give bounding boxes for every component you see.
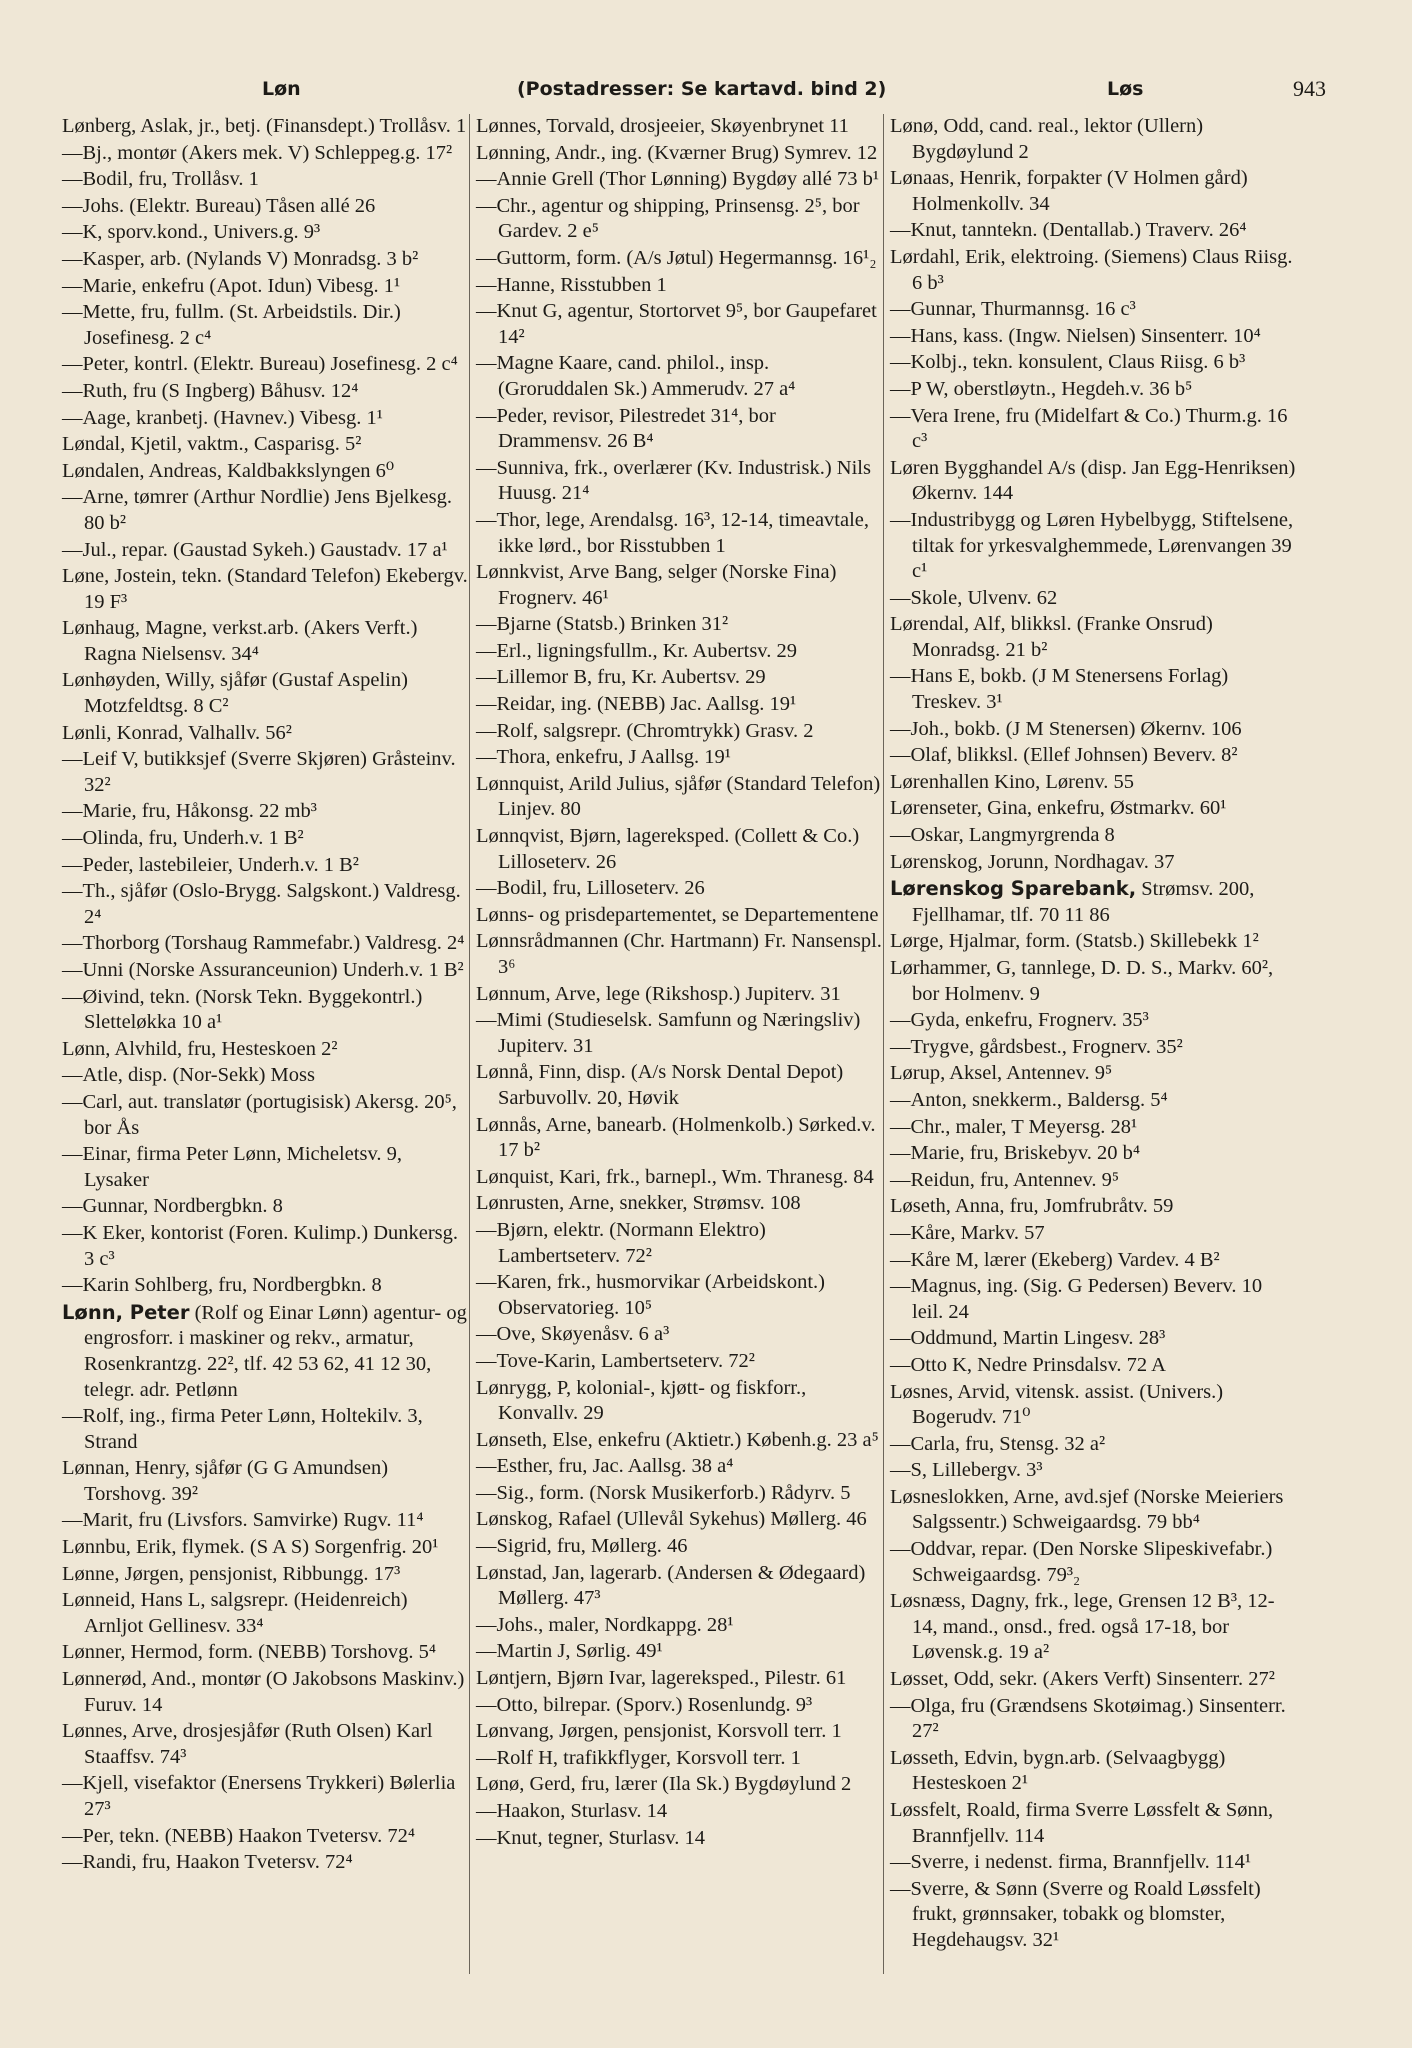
- entry-text: Lønrusten, Arne, snekker, Strømsv. 108: [476, 1192, 801, 1215]
- directory-entry: [476, 1746, 884, 1772]
- directory-entry: [890, 324, 1298, 350]
- column-1: [62, 114, 470, 1877]
- directory-entry: [476, 1349, 884, 1375]
- entry-text: —Hans E, bokb. (J M Stenersens Forlag) Treskev. 3¹: [890, 665, 1229, 714]
- entry-text: —Th., sjåfør (Oslo-Brygg. Salgskont.) Valdresg. 2⁴: [62, 880, 461, 928]
- entry-text: —Sigrid, fru, Møllerg. 46: [476, 1535, 688, 1558]
- entry-text: —Kåre, Markv. 57: [890, 1221, 1045, 1244]
- entry-text: Løntjern, Bjørn Ivar, lagereksped., Pilestr. 61: [476, 1667, 847, 1690]
- directory-entry: [890, 245, 1298, 296]
- entry-text: —Oddvar, repar. (Den Norske Slipeskivefabr.) Schweigaardsg. 79³₂: [890, 1538, 1273, 1586]
- entry-text: Løsneslokken, Arne, avd.sjef (Norske Meieriers Salgssentr.) Schweigaardsg. 79 bb⁴: [890, 1485, 1284, 1534]
- directory-entry: [62, 274, 470, 300]
- entry-text: —Peter, kontrl. (Elektr. Bureau) Josefinesg. 2 c⁴: [62, 353, 458, 376]
- entry-text: —Hans, kass. (Ingw. Nielsen) Sinsenterr. 10⁴: [890, 324, 1261, 347]
- directory-entry: [62, 1194, 470, 1220]
- directory-entry: [890, 1141, 1298, 1167]
- entry-text: —Marie, fru, Håkonsg. 22 mb³: [62, 800, 317, 823]
- directory-entry: [476, 1507, 884, 1533]
- directory-entry: [62, 668, 470, 719]
- directory-entry: [476, 1826, 884, 1852]
- entry-text: Løndal, Kjetil, vaktm., Casparisg. 5²: [62, 433, 362, 456]
- directory-entry: [476, 1428, 884, 1454]
- entry-text: Lønvang, Jørgen, pensjonist, Korsvoll terr. 1: [476, 1720, 842, 1743]
- directory-entry: [476, 1799, 884, 1825]
- entry-text: —Joh., bokb. (J M Stenersen) Økernv. 106: [890, 717, 1242, 740]
- entry-text: Lønnquist, Arild Julius, sjåfør (Standard Telefon) Linjev. 80: [476, 772, 881, 821]
- entry-text: —P W, oberstløytn., Hegdeh.v. 36 b⁵: [890, 377, 1193, 400]
- entry-text: —Hanne, Risstubben 1: [476, 273, 667, 296]
- directory-entry: [62, 220, 470, 246]
- directory-entry: [476, 246, 884, 272]
- directory-entry: [476, 456, 884, 507]
- entry-text: Lønnes, Arve, drosjesjåfør (Ruth Olsen) Karl Staaffsv. 74³: [62, 1720, 433, 1768]
- entry-text: —Arne, tømrer (Arthur Nordlie) Jens Bjelkesg. 80 b²: [62, 486, 452, 534]
- entry-text: —Haakon, Sturlasv. 14: [476, 1800, 668, 1822]
- page-number: 943: [1293, 76, 1326, 101]
- directory-entry: [890, 218, 1298, 244]
- header-left-guide-word: Løn: [262, 78, 301, 100]
- directory-entry: [476, 1613, 884, 1639]
- directory-entry: [476, 273, 884, 299]
- directory-entry: [890, 404, 1298, 455]
- entry-text: —Magnus, ing. (Sig. G Pedersen) Beverv. 10 leil. 24: [890, 1275, 1263, 1323]
- directory-entry: [476, 1218, 884, 1269]
- directory-entry: [890, 876, 1298, 928]
- directory-entry: [890, 1168, 1298, 1194]
- entry-text: —K Eker, kontorist (Foren. Kulimp.) Dunkersg. 3 c³: [62, 1221, 459, 1270]
- directory-entry: [476, 982, 884, 1008]
- directory-entry: [476, 1191, 884, 1217]
- entry-text: —Olinda, fru, Underh.v. 1 B²: [62, 827, 304, 850]
- directory-entry: [476, 1113, 884, 1164]
- entry-text: —Einar, firma Peter Lønn, Micheletsv. 9, Lysaker: [62, 1143, 402, 1191]
- directory-entry: [62, 1667, 470, 1718]
- entry-text: Lørdahl, Erik, elektroing. (Siemens) Claus Riisg. 6 b³: [890, 245, 1293, 294]
- directory-entry: [476, 560, 884, 611]
- entry-text: —Industribygg og Løren Hybelbygg, Stiftelsene, tiltak for yrkesvalghemmede, Lørenvangen 39 c¹: [890, 508, 1294, 583]
- directory-entry: [62, 300, 470, 351]
- directory-entry: [476, 1534, 884, 1560]
- entry-text: Lønstad, Jan, lagerarb. (Andersen & Ødegaard) Møllerg. 47³: [476, 1561, 866, 1610]
- directory-entry: [62, 985, 470, 1036]
- directory-entry: [62, 1456, 470, 1507]
- entry-bold-name: Lønn, Peter: [62, 1300, 190, 1324]
- entry-text: Lønrygg, P, kolonial-, kjøtt- og fiskforr., Konvallv. 29: [476, 1376, 807, 1425]
- entry-text: —Erl., ligningsfullm., Kr. Aubertsv. 29: [476, 639, 797, 662]
- entry-text: —Otto K, Nedre Prinsdalsv. 72 A: [890, 1353, 1166, 1376]
- directory-entry: [62, 1588, 470, 1639]
- entry-text: —Mimi (Studieselsk. Samfunn og Næringsliv) Jupiterv. 31: [476, 1009, 861, 1057]
- directory-entry: [62, 1404, 470, 1455]
- directory-entry: [890, 456, 1298, 507]
- entry-text: —Karin Sohlberg, fru, Nordbergbkn. 8: [62, 1274, 382, 1297]
- entry-text: —Sunniva, frk., overlærer (Kv. Industrisk.) Nils Huusg. 21⁴: [476, 456, 871, 505]
- entry-text: —Kåre M, lærer (Ekeberg) Vardev. 4 B²: [890, 1248, 1220, 1271]
- entry-text: Løndalen, Andreas, Kaldbakkslyngen 6⁰: [62, 459, 395, 482]
- directory-entry: [890, 1326, 1298, 1352]
- entry-text: —Knut, tegner, Sturlasv. 14: [476, 1826, 706, 1849]
- entry-text: —Reidun, fru, Antennev. 9⁵: [890, 1168, 1120, 1191]
- entry-text: —Per, tekn. (NEBB) Haakon Tvetersv. 72⁴: [62, 1824, 416, 1847]
- entry-text: —Bodil, fru, Trollåsv. 1: [62, 168, 259, 191]
- directory-entry: [476, 745, 884, 771]
- entry-text: Lønnå, Finn, disp. (A/s Norsk Dental Depot) Sarbuvollv. 20, Høvik: [476, 1061, 844, 1109]
- directory-entry: [62, 1824, 470, 1850]
- directory-entry: [62, 1771, 470, 1822]
- entry-text: —Anton, snekkerm., Baldersg. 5⁴: [890, 1088, 1168, 1111]
- directory-entry: [476, 404, 884, 455]
- entry-text: —Guttorm, form. (A/s Jøtul) Hegermannsg. 16¹₂: [476, 246, 877, 269]
- entry-text: Lønnkvist, Arve Bang, selger (Norske Fina) Frognerv. 46¹: [476, 561, 837, 609]
- entry-text: —Peder, revisor, Pilestredet 31⁴, bor Drammensv. 26 B⁴: [476, 404, 776, 453]
- entry-text: Lønne, Jørgen, pensjonist, Ribbungg. 17³: [62, 1562, 401, 1585]
- entry-text: Lønnsrådmannen (Chr. Hartmann) Fr. Nansenspl. 3⁶: [476, 930, 882, 978]
- entry-text: —Rolf, ing., firma Peter Lønn, Holtekilv. 3, Strand: [62, 1405, 423, 1453]
- entry-text: —Magne Kaare, cand. philol., insp. (Groruddalen Sk.) Ammerudv. 27 a⁴: [476, 352, 796, 400]
- entry-text: —Knut, tanntekn. (Dentallab.) Traverv. 26⁴: [890, 219, 1247, 242]
- entry-text: —Bjørn, elektr. (Normann Elektro) Lambertseterv. 72²: [476, 1218, 766, 1267]
- directory-entry: [476, 665, 884, 691]
- entry-text: —Reidar, ing. (NEBB) Jac. Aallsg. 19¹: [476, 693, 797, 716]
- directory-entry: [62, 747, 470, 798]
- directory-entry: [890, 1877, 1298, 1954]
- directory-entry: [62, 826, 470, 852]
- directory-entry: [476, 1322, 884, 1348]
- entry-text: Lønli, Konrad, Valhallv. 56²: [62, 721, 292, 744]
- directory-entry: [476, 1666, 884, 1692]
- entry-text: —Atle, disp. (Nor-Sekk) Moss: [62, 1064, 315, 1087]
- entry-text: Lønhaug, Magne, verkst.arb. (Akers Verft.) Ragna Nielsensv. 34⁴: [62, 617, 418, 665]
- entry-text: —Unni (Norske Assuranceunion) Underh.v. 1 B²: [62, 959, 464, 981]
- entry-text: Lønner, Hermod, form. (NEBB) Torshovg. 5⁴: [62, 1641, 437, 1664]
- directory-entry: [62, 538, 470, 564]
- entry-text: —Ruth, fru (S Ingberg) Båhusv. 12⁴: [62, 379, 359, 402]
- entry-text: —Ove, Skøyenåsv. 6 a³: [476, 1323, 670, 1346]
- directory-entry: [890, 166, 1298, 217]
- directory-entry: [890, 770, 1298, 796]
- directory-entry: [62, 194, 470, 220]
- directory-entry: [62, 485, 470, 536]
- directory-entry: [476, 1719, 884, 1745]
- entry-text: Lønns- og prisdepartementet, se Departementene: [476, 903, 879, 926]
- column-2: [476, 114, 884, 1852]
- directory-entry: [890, 1088, 1298, 1114]
- directory-entry: [62, 879, 470, 930]
- directory-entry: [62, 1063, 470, 1089]
- directory-entry: [890, 717, 1298, 743]
- entry-text: Lørenhallen Kino, Lørenv. 55: [890, 770, 1135, 793]
- directory-entry: [476, 1270, 884, 1321]
- entry-text: —Marie, fru, Briskebyv. 20 b⁴: [890, 1142, 1141, 1165]
- entry-text: —Thor, lege, Arendalsg. 16³, 12-14, timeavtale, ikke lørd., bor Risstubben 1: [476, 508, 870, 557]
- directory-entry: [62, 1562, 470, 1588]
- directory-entry: [62, 379, 470, 405]
- directory-entry: [476, 1561, 884, 1612]
- entry-text: —Thorborg (Torshaug Rammefabr.) Valdresg. 2⁴: [62, 932, 465, 955]
- directory-entry: [476, 719, 884, 745]
- directory-entry: [62, 352, 470, 378]
- entry-text: —Olaf, blikksl. (Ellef Johnsen) Beverv. 8²: [890, 744, 1238, 767]
- entry-text: —Jul., repar. (Gaustad Sykeh.) Gaustadv. 17 a¹: [62, 538, 448, 561]
- directory-entry: [476, 1639, 884, 1665]
- directory-entry: [890, 1694, 1298, 1745]
- entry-text: Lønaas, Henrik, forpakter (V Holmen gård) Holmenkollv. 34: [890, 167, 1248, 215]
- directory-entry: [476, 351, 884, 402]
- directory-entry: [890, 929, 1298, 955]
- directory-entry: [890, 850, 1298, 876]
- entry-text: —Marie, enkefru (Apot. Idun) Vibesg. 1¹: [62, 274, 401, 297]
- entry-text: —Peder, lastebileier, Underh.v. 1 B²: [62, 853, 359, 876]
- entry-text: —Gunnar, Thurmannsg. 16 c³: [890, 298, 1136, 321]
- entry-text: Lørenskog, Jorunn, Nordhagav. 37: [890, 850, 1175, 873]
- directory-entry: [890, 1667, 1298, 1693]
- entry-text: —Kjell, visefaktor (Enersens Trykkeri) Bølerlia 27³: [62, 1772, 456, 1820]
- directory-entry: [890, 823, 1298, 849]
- entry-text: Lørhammer, G, tannlege, D. D. S., Markv. 60², bor Holmenv. 9: [890, 957, 1274, 1005]
- entry-text: Lønnum, Arve, lege (Rikshosp.) Jupiterv. 31: [476, 982, 841, 1005]
- entry-text: Lønnan, Henry, sjåfør (G G Amundsen) Torshovg. 39²: [62, 1457, 389, 1505]
- entry-text: —Øivind, tekn. (Norsk Tekn. Byggekontrl.) Sletteløkka 10 a¹: [62, 985, 423, 1034]
- entry-text: Løseth, Anna, fru, Jomfrubråtv. 59: [890, 1195, 1174, 1218]
- directory-entry: [476, 194, 884, 245]
- directory-entry: [890, 612, 1298, 663]
- entry-text: —Oddmund, Martin Lingesv. 28³: [890, 1327, 1166, 1350]
- directory-entry: [476, 114, 884, 140]
- entry-text: Lønn, Alvhild, fru, Hesteskoen 2²: [62, 1037, 338, 1060]
- directory-entry: [890, 956, 1298, 1007]
- directory-entry: [62, 564, 470, 615]
- header-center-note: (Postadresser: Se kartavd. bind 2): [517, 78, 887, 100]
- entry-text: Løsnæss, Dagny, frk., lege, Grensen 12 B³, 12-14, mand., onsd., fred. også 17-18, bor Løvensk.g. 19 a²: [890, 1590, 1275, 1664]
- directory-entry: [476, 508, 884, 559]
- entry-text: Løsnes, Arvid, vitensk. assist. (Univers.) Bogerudv. 71⁰: [890, 1380, 1224, 1429]
- entry-text: —Esther, fru, Jac. Aallsg. 38 a⁴: [476, 1455, 734, 1478]
- entry-text: Løsseth, Edvin, bygn.arb. (Selvaagbygg) Hesteskoen 2¹: [890, 1746, 1226, 1795]
- entry-text: Lønneid, Hans L, salgsrepr. (Heidenreich) Arnljot Gellinesv. 33⁴: [62, 1589, 408, 1637]
- directory-entry: [890, 1850, 1298, 1876]
- directory-entry: [476, 1481, 884, 1507]
- entry-text: Lønnqvist, Bjørn, lagereksped. (Collett & Co.) Lilloseterv. 26: [476, 825, 860, 873]
- directory-entry: [890, 1458, 1298, 1484]
- directory-entry: [890, 1061, 1298, 1087]
- directory-entry: [890, 586, 1298, 612]
- entry-text: —Gyda, enkefru, Frognerv. 35³: [890, 1009, 1149, 1032]
- directory-entry: [890, 1485, 1298, 1536]
- directory-entry: [62, 1535, 470, 1561]
- directory-entry: [890, 1380, 1298, 1431]
- directory-entry: [890, 1115, 1298, 1141]
- directory-entry: [476, 639, 884, 665]
- entry-text: —Trygve, gårdsbest., Frognerv. 35²: [890, 1035, 1183, 1058]
- entry-text: —Lillemor B, fru, Kr. Aubertsv. 29: [476, 666, 766, 689]
- directory-entry: [890, 1248, 1298, 1274]
- entry-text: —Chr., maler, T Meyersg. 28¹: [890, 1115, 1138, 1138]
- entry-text: —Chr., agentur og shipping, Prinsensg. 2⁵, bor Gardev. 2 e⁵: [476, 194, 860, 243]
- entry-text: —Mette, fru, fullm. (St. Arbeidstils. Dir.) Josefinesg. 2 c⁴: [62, 301, 401, 349]
- directory-entry: [62, 141, 470, 167]
- column-3: [890, 114, 1298, 1955]
- directory-entry: [476, 299, 884, 350]
- directory-entry: [62, 1037, 470, 1063]
- directory-entry: [62, 1508, 470, 1534]
- directory-entry: [890, 1589, 1298, 1666]
- directory-entry: [890, 297, 1298, 323]
- directory-entry: [62, 1719, 470, 1770]
- entries-columns: [62, 114, 1326, 2014]
- entry-text: (Rolf og Einar Lønn) agentur- og engrosforr. i maskiner og rekv., armatur, Rosenkrantzg. 22², tlf. 42 53 62, 41 12 30, telegr. adr. Petlønn: [84, 1301, 467, 1401]
- directory-entry: [890, 377, 1298, 403]
- directory-entry: [476, 772, 884, 823]
- entry-text: —S, Lillebergv. 3³: [890, 1459, 1043, 1482]
- entry-text: —Bj., montør (Akers mek. V) Schleppeg.g. 17²: [62, 141, 453, 164]
- directory-entry: [476, 612, 884, 638]
- entry-text: Lønnås, Arne, banearb. (Holmenkolb.) Sørked.v. 17 b²: [476, 1113, 876, 1162]
- directory-entry: [476, 692, 884, 718]
- directory-entry: [62, 1142, 470, 1193]
- directory-entry: [62, 1300, 470, 1403]
- directory-entry: [476, 1693, 884, 1719]
- entry-text: Strømsv. 200, Fjellhamar, tlf. 70 11 86: [912, 878, 1255, 926]
- entry-text: —Carl, aut. translatør (portugisisk) Akersg. 20⁵, bor Ås: [62, 1090, 457, 1139]
- entry-text: —Knut G, agentur, Stortorvet 9⁵, bor Gaupefaret 14²: [476, 300, 877, 348]
- entry-text: —Sig., form. (Norsk Musikerforb.) Rådyrv. 5: [476, 1481, 851, 1504]
- directory-entry: [890, 664, 1298, 715]
- directory-entry: [890, 1798, 1298, 1849]
- directory-entry: [476, 1376, 884, 1427]
- entry-text: —Oskar, Langmyrgrenda 8: [890, 824, 1115, 847]
- directory-entry: [62, 1273, 470, 1299]
- entry-text: —Kasper, arb. (Nylands V) Monradsg. 3 b²: [62, 247, 419, 270]
- entry-text: —Martin J, Sørlig. 49¹: [476, 1640, 663, 1663]
- entry-text: Løren Bygghandel A/s (disp. Jan Egg-Henriksen) Økernv. 144: [890, 456, 1296, 505]
- directory-entry: [476, 929, 884, 980]
- directory-entry: [890, 1274, 1298, 1325]
- directory-entry: [62, 1221, 470, 1272]
- entry-text: —Rolf, salgsrepr. (Chromtrykk) Grasv. 2: [476, 719, 814, 742]
- entry-text: Lørenseter, Gina, enkefru, Østmarkv. 60¹: [890, 797, 1227, 820]
- entry-text: —Bodil, fru, Lilloseterv. 26: [476, 877, 705, 900]
- directory-entry: [890, 1194, 1298, 1220]
- entry-text: —Gunnar, Nordbergbkn. 8: [62, 1195, 283, 1218]
- entry-text: —Rolf H, trafikkflyger, Korsvoll terr. 1: [476, 1746, 801, 1769]
- directory-entry: [62, 247, 470, 273]
- entry-text: Lørge, Hjalmar, form. (Statsb.) Skillebekk 1²: [890, 930, 1259, 953]
- directory-entry: [890, 1221, 1298, 1247]
- entry-text: —Sverre, i nedenst. firma, Brannfjellv. 114¹: [890, 1851, 1252, 1874]
- directory-entry: [476, 1454, 884, 1480]
- entry-text: Lønnes, Torvald, drosjeeier, Skøyenbrynet 11: [476, 115, 849, 137]
- directory-entry: [62, 114, 470, 140]
- entry-text: —Randi, fru, Haakon Tvetersv. 72⁴: [62, 1851, 353, 1874]
- directory-entry: [62, 799, 470, 825]
- directory-entry: [476, 903, 884, 929]
- entry-text: Lønskog, Rafael (Ullevål Sykehus) Møllerg. 46: [476, 1508, 867, 1531]
- directory-entry: [890, 1008, 1298, 1034]
- directory-entry: [476, 1165, 884, 1191]
- directory-entry: [476, 1060, 884, 1111]
- entry-text: —Bjarne (Statsb.) Brinken 31²: [476, 613, 729, 636]
- entry-text: Lønquist, Kari, frk., barnepl., Wm. Thranesg. 84: [476, 1165, 874, 1188]
- entry-text: —Thora, enkefru, J Aallsg. 19¹: [476, 746, 731, 769]
- entry-text: —K, sporv.kond., Univers.g. 9³: [62, 221, 321, 244]
- directory-entry: [62, 167, 470, 193]
- directory-entry: [890, 743, 1298, 769]
- directory-entry: [62, 459, 470, 485]
- entry-text: Løssfelt, Roald, firma Sverre Løssfelt & Sønn, Brannfjellv. 114: [890, 1799, 1274, 1847]
- entry-text: Lønning, Andr., ing. (Kværner Brug) Symrev. 12: [476, 141, 878, 164]
- entry-text: Lønnbu, Erik, flymek. (S A S) Sorgenfrig. 20¹: [62, 1536, 439, 1559]
- directory-entry: [890, 1035, 1298, 1061]
- directory-entry: [476, 824, 884, 875]
- directory-entry: [62, 616, 470, 667]
- directory-entry: [890, 1537, 1298, 1588]
- entry-text: —Tove-Karin, Lambertseterv. 72²: [476, 1349, 755, 1372]
- entry-text: —Sverre, & Sønn (Sverre og Roald Løssfelt) frukt, grønnsaker, tobakk og blomster, Hegdehaugsv. 32¹: [890, 1877, 1261, 1951]
- directory-entry: [62, 406, 470, 432]
- directory-entry: [890, 350, 1298, 376]
- directory-entry: [62, 853, 470, 879]
- directory-entry: [62, 1640, 470, 1666]
- directory-entry: [62, 958, 470, 984]
- directory-entry: [890, 1746, 1298, 1797]
- directory-entry: [62, 1850, 470, 1876]
- entry-text: —Johs., maler, Nordkappg. 28¹: [476, 1613, 734, 1636]
- directory-entry: [476, 167, 884, 193]
- entry-text: Lørup, Aksel, Antennev. 9⁵: [890, 1062, 1113, 1085]
- entry-text: —Otto, bilrepar. (Sporv.) Rosenlundg. 9³: [476, 1693, 813, 1716]
- directory-entry: [476, 141, 884, 167]
- entry-text: —Aage, kranbetj. (Havnev.) Vibesg. 1¹: [62, 406, 383, 429]
- entry-text: —Marit, fru (Livsfors. Samvirke) Rugv. 11⁴: [62, 1509, 424, 1532]
- directory-entry: [890, 508, 1298, 585]
- page-header: [62, 70, 1326, 110]
- entry-text: —Skole, Ulvenv. 62: [890, 586, 1058, 609]
- entry-text: Lønseth, Else, enkefru (Aktietr.) Københ.g. 23 a⁵: [476, 1428, 879, 1451]
- directory-entry: [476, 1008, 884, 1059]
- entry-text: Løne, Jostein, tekn. (Standard Telefon) Ekebergv. 19 F³: [62, 565, 468, 613]
- entry-text: Lønø, Gerd, fru, lærer (Ila Sk.) Bygdøylund 2: [476, 1773, 852, 1796]
- header-right-guide-word: Løs: [1107, 78, 1144, 100]
- entry-text: —Annie Grell (Thor Lønning) Bygdøy allé 73 b¹: [476, 168, 879, 191]
- directory-entry: [62, 721, 470, 747]
- entry-text: Løsset, Odd, sekr. (Akers Verft) Sinsenterr. 27²: [890, 1668, 1275, 1691]
- directory-entry: [62, 1090, 470, 1141]
- entry-text: —Leif V, butikksjef (Sverre Skjøren) Gråsteinv. 32²: [62, 748, 456, 796]
- entry-text: —Olga, fru (Grændsens Skotøimag.) Sinsenterr. 27²: [890, 1694, 1286, 1743]
- directory-entry: [476, 1772, 884, 1798]
- entry-bold-name: Lørenskog Sparebank,: [890, 877, 1137, 901]
- directory-entry: [890, 114, 1298, 165]
- entry-text: —Kolbj., tekn. konsulent, Claus Riisg. 6 b³: [890, 351, 1246, 374]
- directory-entry: [476, 876, 884, 902]
- directory-entry: [62, 432, 470, 458]
- entry-text: Lønhøyden, Willy, sjåfør (Gustaf Aspelin) Motzfeldtsg. 8 C²: [62, 669, 408, 718]
- directory-entry: [890, 796, 1298, 822]
- directory-entry: [62, 931, 470, 957]
- entry-text: Lønø, Odd, cand. real., lektor (Ullern) Bygdøylund 2: [890, 115, 1204, 163]
- entry-text: Lørendal, Alf, blikksl. (Franke Onsrud) Monradsg. 21 b²: [890, 613, 1213, 661]
- entry-text: —Karen, frk., husmorvikar (Arbeidskont.) Observatorieg. 10⁵: [476, 1271, 825, 1319]
- entry-text: —Carla, fru, Stensg. 32 a²: [890, 1432, 1106, 1455]
- entry-text: —Johs. (Elektr. Bureau) Tåsen allé 26: [62, 194, 376, 217]
- directory-entry: [890, 1432, 1298, 1458]
- directory-entry: [890, 1353, 1298, 1379]
- entry-text: Lønnerød, And., montør (O Jakobsons Maskinv.) Furuv. 14: [62, 1668, 465, 1716]
- entry-text: —Vera Irene, fru (Midelfart & Co.) Thurm.g. 16 c³: [890, 404, 1288, 453]
- entry-text: Lønberg, Aslak, jr., betj. (Finansdept.) Trollåsv. 1: [62, 115, 467, 137]
